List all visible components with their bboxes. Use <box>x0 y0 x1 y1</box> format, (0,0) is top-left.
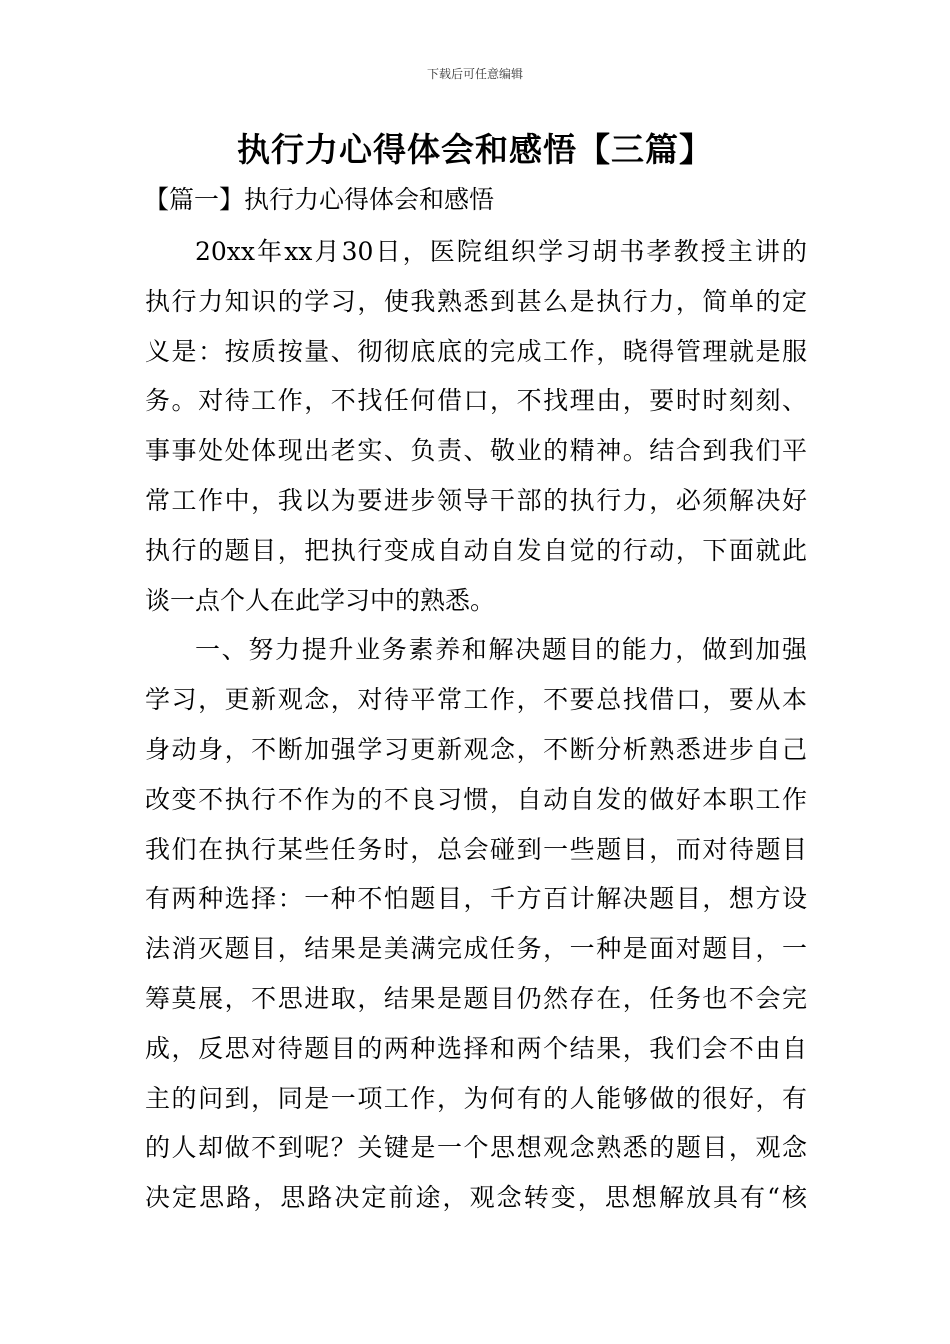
paragraph-line: 20xx年xx月30日，医院组织学习胡书孝教授主讲的 <box>195 237 807 266</box>
paragraph-line: 有两种选择：一种不怕题目，千方百计解决题目，想方设 <box>145 884 807 914</box>
document-title: 执行力心得体会和感悟【三篇】 <box>237 130 713 169</box>
paragraph-line: 务。对待工作，不找任何借口，不找理由，要时时刻刻、 <box>145 386 807 416</box>
paragraph-line: 决定思路，思路决定前途，观念转变，思想解放具有“核 <box>145 1183 807 1213</box>
paragraph-line: 学习，更新观念，对待平常工作，不要总找借口，要从本 <box>145 685 807 715</box>
paragraph-line: 的人却做不到呢？关键是一个思想观念熟悉的题目，观念 <box>145 1133 807 1163</box>
paragraph-line: 义是：按质按量、彻彻底底的完成工作，晓得管理就是服 <box>145 336 807 366</box>
paragraph-line: 改变不执行不作为的不良习惯，自动自发的做好本职工作 <box>145 784 807 814</box>
paragraph-line: 主的问到，同是一项工作，为何有的人能够做的很好，有 <box>145 1083 807 1113</box>
paragraph-line: 成，反思对待题目的两种选择和两个结果，我们会不由自 <box>145 1033 807 1063</box>
document-body <box>145 227 807 1223</box>
paragraph-line: 执行力知识的学习，使我熟悉到甚么是执行力，简单的定 <box>145 286 807 316</box>
header-note: 下载后可任意编辑 <box>426 67 523 81</box>
paragraph-line: 一、努力提升业务素养和解决题目的能力，做到加强 <box>195 635 807 665</box>
paragraph-line: 筹莫展，不思进取，结果是题目仍然存在，任务也不会完 <box>145 983 807 1013</box>
paragraph-line: 事事处处体现出老实、负责、敬业的精神。结合到我们平 <box>145 436 807 466</box>
section-heading: 【篇一】执行力心得体会和感悟 <box>144 185 495 214</box>
paragraph-line: 身动身，不断加强学习更新观念，不断分析熟悉进步自己 <box>145 734 807 764</box>
paragraph-line: 执行的题目，把执行变成自动自发自觉的行动，下面就此 <box>145 535 807 565</box>
paragraph-line: 谈一点个人在此学习中的熟悉。 <box>145 585 496 615</box>
paragraph-line: 常工作中，我以为要进步领导干部的执行力，必须解决好 <box>145 485 807 515</box>
paragraph-line: 法消灭题目，结果是美满完成任务，一种是面对题目，一 <box>145 934 807 964</box>
paragraph-line: 我们在执行某些任务时，总会碰到一些题目，而对待题目 <box>145 834 807 864</box>
